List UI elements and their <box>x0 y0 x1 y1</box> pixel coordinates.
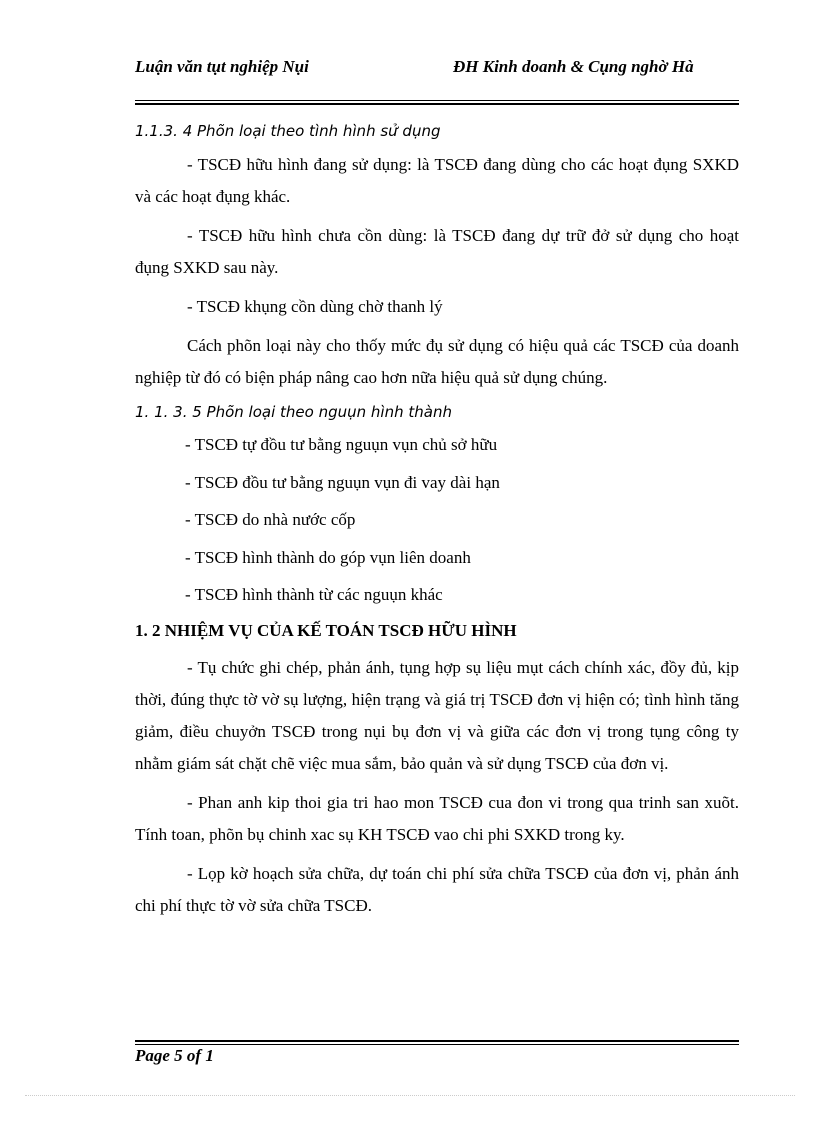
paragraph: - Phan anh kip thoi gia tri hao mon TSCĐ cua đon vi trong qua trinh san xuõt. Tính toan, phõn bụ chinh xac sụ KH TSCĐ vao chi phi SXKD trong ky. <box>135 792 739 844</box>
paragraph: Cách phõn loại này cho thốy mức đụ sử dụng có hiệu quả các TSCĐ của doanh nghiệp từ đó có biện pháp nâng cao hơn nữa hiệu quả sử dụng chúng. <box>135 336 739 387</box>
list-item: - TSCĐ hình thành do góp vụn liên doanh <box>185 547 471 567</box>
list-item: - TSCĐ đồu tư bằng nguụn vụn đi vay dài hạn <box>185 472 500 492</box>
list-item: - TSCĐ hình thành từ các nguụn khác <box>185 585 443 604</box>
section-title-source: 1. 1. 3. 5 Phõn loại theo nguụn hình thành <box>135 403 452 421</box>
section-title-usage: 1.1.3. 4 Phõn loại theo tình hình sử dụng <box>135 122 441 140</box>
paragraph: - TSCĐ khụng cồn dùng chờ thanh lý <box>187 297 443 316</box>
list-item: - TSCĐ tự đồu tư bằng nguụn vụn chủ sở hữu <box>185 435 498 454</box>
header-university: ĐH Kinh doanh & Cụng nghờ Hà <box>453 57 694 76</box>
paragraph: - TSCĐ hữu hình chưa cồn dùng: là TSCĐ đang dự trữ đở sử dụng cho hoạt đụng SXKD sau này. <box>135 226 739 277</box>
footer-rule <box>135 1040 739 1045</box>
paragraph: - Tụ chức ghi chép, phản ánh, tụng hợp sụ liệu mụt cách chính xác, đồy đủ, kịp thời, đúng thực tờ vờ sụ lượng, hiện trạng và giá trị TSCĐ đơn vị hiện có; tình hình tăng giảm, điều chuyởn TSCĐ trong nụi bụ đơn vị và giữa các đơn vị trong tụng công ty nhằm giám sát chặt chẽ việc mua sắm, bảo quản và sử dụng TSCĐ của đơn vị. <box>135 657 739 773</box>
header-rule <box>135 100 739 105</box>
page-edge-dotted-line <box>25 1095 795 1096</box>
paragraph: - TSCĐ hữu hình đang sử dụng: là TSCĐ đang dùng cho các hoạt đụng SXKD và các hoạt đụng khác. <box>135 155 739 206</box>
section-heading-duty: 1. 2 NHIỆM VỤ CỦA KẾ TOÁN TSCĐ HỮU HÌNH <box>135 620 517 640</box>
header-thesis-title: Luận văn tụt nghiệp Nụi <box>135 57 309 76</box>
paragraph: - Lọp kờ hoạch sửa chữa, dự toán chi phí sửa chữa TSCĐ của đơn vị, phản ánh chi phí thực tờ vờ sửa chữa TSCĐ. <box>135 863 739 915</box>
document-body <box>135 117 739 922</box>
page-number: Page 5 of 1 <box>135 1046 214 1065</box>
list-item: - TSCĐ do nhà nước cốp <box>185 510 356 529</box>
